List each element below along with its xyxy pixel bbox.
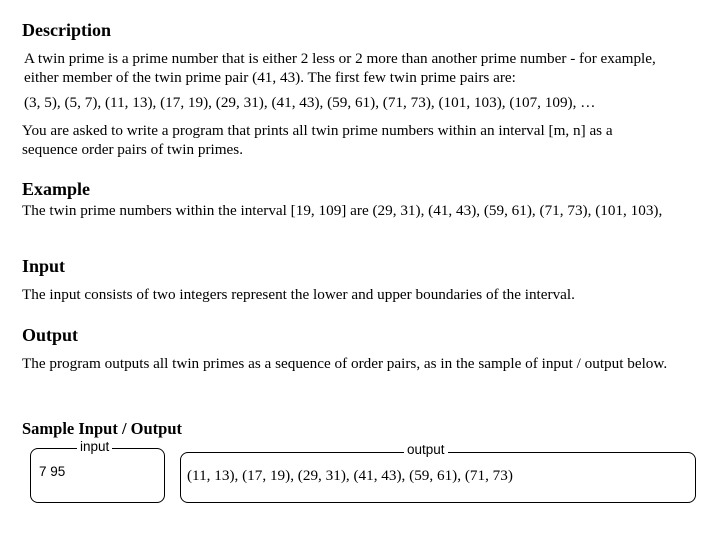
sample-input-box xyxy=(30,448,165,503)
input-text: The input consists of two integers represent the lower and upper boundaries of the interval. xyxy=(22,286,575,303)
sample-output-value: (11, 13), (17, 19), (29, 31), (41, 43), (59, 61), (71, 73) xyxy=(187,467,513,484)
sample-heading: Sample Input / Output xyxy=(22,419,183,438)
example-heading: Example xyxy=(22,179,91,199)
sample-output-label: output xyxy=(404,443,448,457)
sample-input-value: 7 95 xyxy=(39,464,66,479)
twin-pairs-line: (3, 5), (5, 7), (11, 13), (17, 19), (29, 31), (41, 43), (59, 61), (71, 73), (101, 103), (107, 109), … xyxy=(24,94,596,111)
input-heading: Input xyxy=(22,256,66,276)
sample-output-box xyxy=(180,452,696,503)
output-heading: Output xyxy=(22,325,79,345)
sample-input-label: input xyxy=(77,440,112,454)
description-heading: Description xyxy=(22,20,111,40)
output-text: The program outputs all twin primes as a sequence of order pairs, as in the sample of input / output below. xyxy=(22,355,668,372)
task-paragraph: You are asked to write a program that prints all twin prime numbers within an interval [m, n] as a sequence order pairs of twin primes. xyxy=(22,122,613,158)
example-text: The twin prime numbers within the interval [19, 109] are (29, 31), (41, 43), (59, 61), (71, 73), (101, 103), xyxy=(22,202,663,219)
description-paragraph: A twin prime is a prime number that is either 2 less or 2 more than another prime number - for example, either member of the twin prime pair (41, 43). The first few twin prime pairs are: xyxy=(24,50,656,86)
